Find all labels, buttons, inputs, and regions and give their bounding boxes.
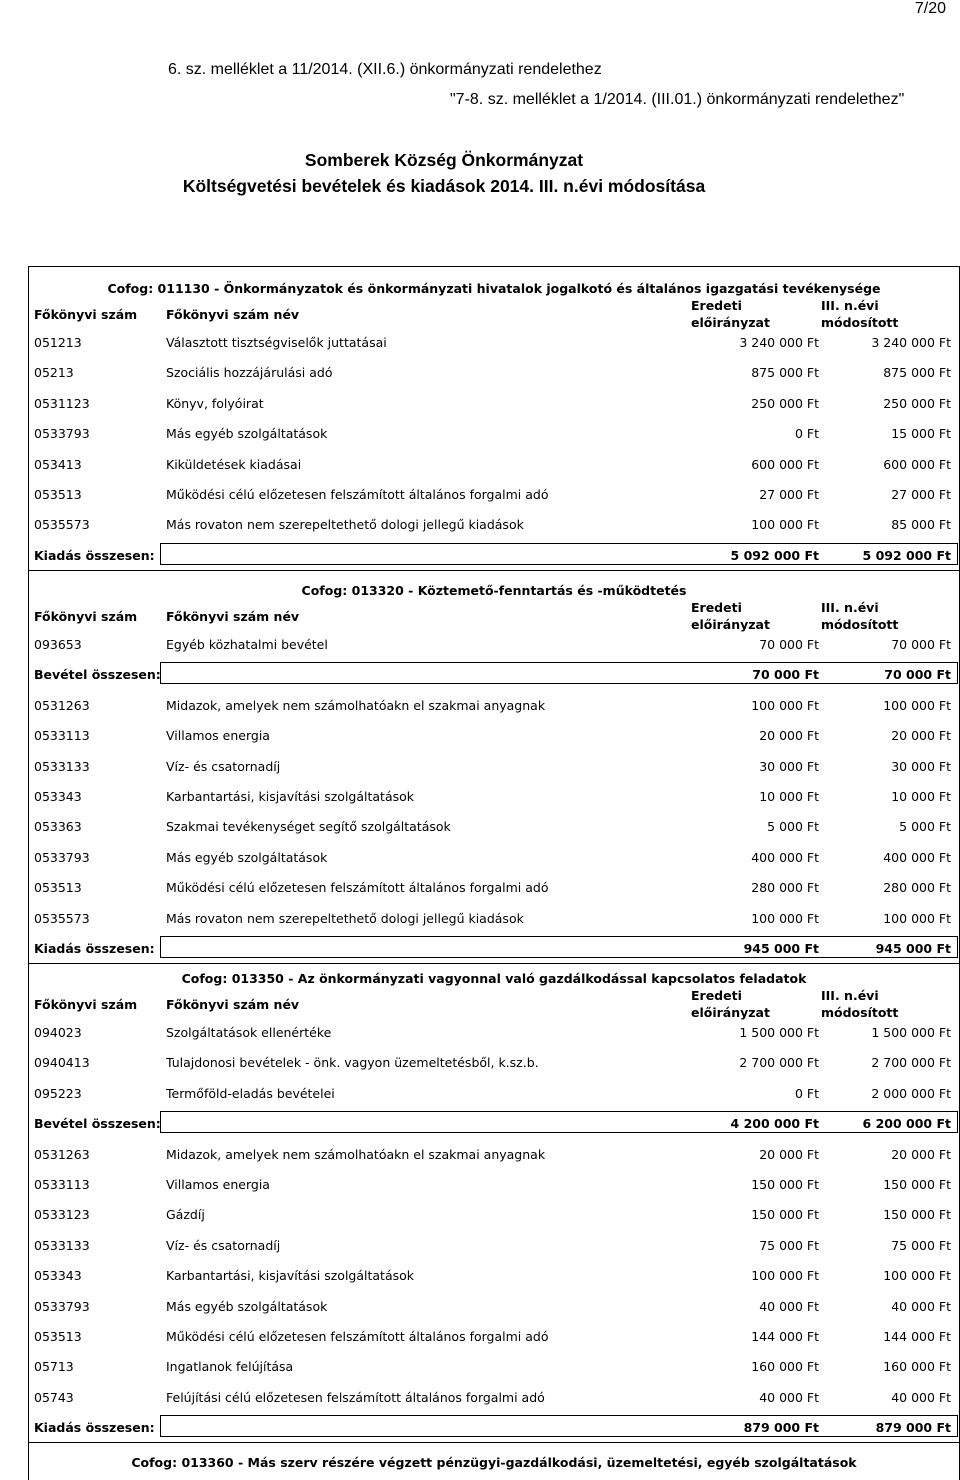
table-row	[29, 457, 959, 477]
original-appropriation: 75 000 Ft	[759, 1237, 819, 1253]
original-appropriation: 100 000 Ft	[751, 517, 819, 533]
account-code: 0533113	[34, 728, 90, 744]
original-appropriation: 150 000 Ft	[751, 1207, 819, 1223]
total-label: Bevétel összesen:	[34, 1116, 161, 1132]
total-row-box	[160, 662, 958, 684]
modified-appropriation: 100 000 Ft	[883, 697, 951, 713]
account-name: Villamos energia	[166, 1177, 270, 1192]
modified-appropriation: 250 000 Ft	[883, 395, 951, 411]
account-name: Szociális hozzájárulási adó	[166, 365, 333, 381]
account-code: 0533793	[34, 426, 90, 442]
total-row	[29, 548, 959, 568]
account-name: Működési célú előzetesen felszámított általános forgalmi adó	[166, 880, 549, 896]
table-row	[29, 1299, 959, 1319]
section-divider	[29, 570, 959, 571]
total-row	[29, 941, 959, 961]
cofog-title: Cofog: 013360 - Más szerv részére végzett pénzügyi-gazdálkodási, üzemeltetési, egyéb szolgáltatások	[131, 1455, 857, 1470]
table-row	[29, 759, 959, 779]
modified-appropriation: 945 000 Ft	[875, 941, 951, 956]
account-name: Midazok, amelyek nem számolhatóakn el szakmai anyagnak	[166, 1146, 546, 1162]
column-header-row	[29, 987, 959, 1021]
total-label: Kiadás összesen:	[34, 547, 155, 563]
modified-appropriation: 879 000 Ft	[875, 1420, 951, 1436]
account-name: Könyv, folyóirat	[166, 395, 264, 411]
modified-appropriation: 5 000 Ft	[899, 819, 951, 835]
original-appropriation: 150 000 Ft	[751, 1177, 819, 1192]
original-appropriation: 20 000 Ft	[759, 728, 819, 744]
modified-appropriation: 100 000 Ft	[883, 1268, 951, 1284]
modified-appropriation: 2 700 000 Ft	[871, 1055, 951, 1071]
account-name: Más egyéb szolgáltatások	[166, 426, 328, 442]
column-header-original-top: Eredeti	[691, 298, 742, 313]
account-code: 053513	[34, 880, 82, 896]
table-row	[29, 850, 959, 870]
modified-appropriation: 40 000 Ft	[891, 1389, 951, 1405]
account-code: 0533113	[34, 1177, 90, 1192]
column-header-name: Főkönyvi szám név	[166, 307, 300, 322]
account-name: Gázdíj	[166, 1207, 205, 1223]
account-code: 05213	[34, 365, 74, 381]
column-header-original-bottom: előirányzat	[691, 315, 770, 330]
modified-appropriation: 6 200 000 Ft	[862, 1116, 951, 1132]
account-code: 05743	[34, 1389, 74, 1405]
original-appropriation: 5 000 Ft	[767, 819, 819, 835]
modified-appropriation: 280 000 Ft	[883, 880, 951, 896]
original-appropriation: 2 700 000 Ft	[739, 1055, 819, 1071]
account-name: Egyéb közhatalmi bevétel	[166, 637, 328, 652]
account-name: Szakmai tevékenységet segítő szolgáltatások	[166, 819, 451, 835]
column-header-name: Főkönyvi szám név	[166, 997, 300, 1012]
account-name: Ingatlanok felújítása	[166, 1359, 294, 1375]
section-divider	[29, 963, 959, 964]
table-row	[29, 1329, 959, 1349]
original-appropriation: 600 000 Ft	[751, 456, 819, 472]
account-name: Víz- és csatornadíj	[166, 758, 281, 774]
account-name: Karbantartási, kisjavítási szolgáltatások	[166, 1268, 415, 1284]
original-appropriation: 4 200 000 Ft	[730, 1116, 819, 1132]
modified-appropriation: 70 000 Ft	[891, 637, 951, 652]
account-code: 0531123	[34, 395, 90, 411]
account-code: 095223	[34, 1085, 82, 1101]
account-code: 093653	[34, 637, 82, 652]
column-header-code: Főkönyvi szám	[34, 307, 138, 322]
original-appropriation: 3 240 000 Ft	[739, 335, 819, 350]
column-header-modified-bottom: módosított	[821, 617, 899, 632]
modified-appropriation: 1 500 000 Ft	[871, 1025, 951, 1040]
column-header-original-bottom: előirányzat	[691, 1005, 770, 1020]
table-row	[29, 1055, 959, 1075]
column-header-code: Főkönyvi szám	[34, 997, 138, 1012]
account-name: Más egyéb szolgáltatások	[166, 849, 328, 865]
modified-appropriation: 3 240 000 Ft	[871, 335, 951, 350]
column-header-modified	[821, 297, 898, 331]
account-code: 0533133	[34, 758, 90, 774]
account-name: Működési célú előzetesen felszámított általános forgalmi adó	[166, 1329, 549, 1344]
document-title: Somberek Község Önkormányzat	[304, 150, 584, 170]
table-row	[29, 335, 959, 355]
original-appropriation: 40 000 Ft	[759, 1389, 819, 1405]
modified-appropriation: 100 000 Ft	[883, 910, 951, 926]
original-appropriation: 879 000 Ft	[743, 1420, 819, 1436]
modified-appropriation: 5 092 000 Ft	[862, 547, 951, 563]
account-name: Víz- és csatornadíj	[166, 1237, 281, 1253]
column-header-modified	[821, 987, 898, 1021]
original-appropriation: 100 000 Ft	[751, 910, 819, 926]
column-header-row	[29, 599, 959, 633]
table-row	[29, 396, 959, 416]
table-row	[29, 698, 959, 718]
account-code: 0940413	[34, 1055, 90, 1071]
account-code: 0533123	[34, 1207, 90, 1223]
modified-appropriation: 85 000 Ft	[891, 517, 951, 533]
account-code: 094023	[34, 1025, 82, 1040]
modified-appropriation: 400 000 Ft	[883, 849, 951, 865]
account-code: 053363	[34, 819, 82, 835]
table-row	[29, 1359, 959, 1379]
account-code: 053513	[34, 487, 82, 502]
modified-appropriation: 150 000 Ft	[883, 1207, 951, 1223]
cofog-title: Cofog: 011130 - Önkormányzatok és önkormányzati hivatalok jogalkotó és általános igazgatási tevékenysége	[107, 281, 881, 296]
account-code: 0535573	[34, 910, 90, 926]
original-appropriation: 27 000 Ft	[759, 487, 819, 502]
original-appropriation: 250 000 Ft	[751, 395, 819, 411]
modified-appropriation: 10 000 Ft	[891, 789, 951, 804]
modified-appropriation: 15 000 Ft	[891, 426, 951, 442]
account-name: Termőföld-eladás bevételei	[166, 1085, 335, 1101]
column-header-original-top: Eredeti	[691, 600, 742, 615]
table-row	[29, 1025, 959, 1045]
account-name: Más rovaton nem szerepeltethető dologi jellegű kiadások	[166, 910, 524, 926]
table-row	[29, 911, 959, 931]
table-row	[29, 1177, 959, 1197]
total-row	[29, 1420, 959, 1440]
table-row	[29, 517, 959, 537]
original-appropriation: 0 Ft	[794, 1085, 819, 1101]
column-header-code: Főkönyvi szám	[34, 609, 138, 624]
column-header-modified-bottom: módosított	[821, 315, 899, 330]
original-appropriation: 10 000 Ft	[759, 789, 819, 804]
account-code: 0533793	[34, 849, 90, 865]
original-appropriation: 945 000 Ft	[743, 941, 819, 956]
account-code: 0531263	[34, 697, 90, 713]
original-appropriation: 5 092 000 Ft	[730, 547, 819, 563]
account-name: Midazok, amelyek nem számolhatóakn el szakmai anyagnak	[166, 697, 546, 713]
total-row	[29, 1116, 959, 1136]
account-code: 053343	[34, 789, 82, 804]
modified-appropriation: 70 000 Ft	[884, 667, 951, 683]
table-row	[29, 1207, 959, 1227]
column-header-modified-top: III. n.évi	[821, 988, 879, 1003]
original-appropriation: 100 000 Ft	[751, 697, 819, 713]
account-code: 0533133	[34, 1237, 90, 1253]
account-name: Más rovaton nem szerepeltethető dologi jellegű kiadások	[166, 517, 524, 533]
modified-appropriation: 27 000 Ft	[891, 487, 951, 502]
column-header-original	[691, 987, 770, 1021]
section-divider	[29, 1442, 959, 1443]
table-row	[29, 819, 959, 839]
column-header-name: Főkönyvi szám név	[166, 609, 300, 624]
original-appropriation: 20 000 Ft	[759, 1146, 819, 1162]
table-row	[29, 728, 959, 748]
total-row-box	[160, 543, 958, 565]
original-appropriation: 400 000 Ft	[751, 849, 819, 865]
modified-appropriation: 75 000 Ft	[891, 1237, 951, 1253]
account-code: 053513	[34, 1329, 82, 1344]
column-header-modified-top: III. n.évi	[821, 600, 879, 615]
original-appropriation: 144 000 Ft	[751, 1329, 819, 1344]
original-appropriation: 70 000 Ft	[759, 637, 819, 652]
account-code: 0533793	[34, 1298, 90, 1314]
account-name: Kiküldetések kiadásai	[166, 456, 302, 472]
account-code: 053413	[34, 456, 82, 472]
column-header-original-top: Eredeti	[691, 988, 742, 1003]
account-code: 0531263	[34, 1146, 90, 1162]
table-row	[29, 487, 959, 507]
table-row	[29, 880, 959, 900]
original-appropriation: 280 000 Ft	[751, 880, 819, 896]
total-row-box	[160, 936, 958, 958]
modified-appropriation: 20 000 Ft	[891, 1146, 951, 1162]
account-code: 05713	[34, 1359, 74, 1375]
account-name: Felújítási célú előzetesen felszámított általános forgalmi adó	[166, 1389, 545, 1405]
original-appropriation: 1 500 000 Ft	[739, 1025, 819, 1040]
table-row	[29, 1147, 959, 1167]
account-code: 0535573	[34, 517, 90, 533]
original-appropriation: 100 000 Ft	[751, 1268, 819, 1284]
original-appropriation: 30 000 Ft	[759, 758, 819, 774]
original-appropriation: 0 Ft	[794, 426, 819, 442]
modified-appropriation: 2 000 000 Ft	[871, 1085, 951, 1101]
total-label: Kiadás összesen:	[34, 941, 155, 956]
page-number: 7/20	[914, 0, 946, 17]
account-name: Szolgáltatások ellenértéke	[166, 1025, 332, 1040]
total-row-box	[160, 1415, 958, 1437]
cofog-title: Cofog: 013350 - Az önkormányzati vagyonnal való gazdálkodással kapcsolatos feladatok	[181, 971, 807, 986]
cofog-title: Cofog: 013320 - Köztemető-fenntartás és -működtetés	[301, 583, 687, 598]
column-header-modified-bottom: módosított	[821, 1005, 899, 1020]
modified-appropriation: 20 000 Ft	[891, 728, 951, 744]
table-row	[29, 1268, 959, 1288]
table-row	[29, 1238, 959, 1258]
account-code: 051213	[34, 335, 82, 350]
original-appropriation: 40 000 Ft	[759, 1298, 819, 1314]
account-name: Tulajdonosi bevételek - önk. vagyon üzemeltetésből, k.sz.b.	[166, 1055, 539, 1071]
total-row-box	[160, 1111, 958, 1133]
column-header-original-bottom: előirányzat	[691, 617, 770, 632]
modified-appropriation: 160 000 Ft	[883, 1359, 951, 1375]
table-row	[29, 1086, 959, 1106]
account-code: 053343	[34, 1268, 82, 1284]
total-label: Kiadás összesen:	[34, 1420, 155, 1436]
table-row	[29, 789, 959, 809]
original-appropriation: 875 000 Ft	[751, 365, 819, 381]
total-row	[29, 667, 959, 687]
modified-appropriation: 30 000 Ft	[891, 758, 951, 774]
document-subtitle: Költségvetési bevételek és kiadások 2014. III. n.évi módosítása	[182, 176, 706, 196]
total-label: Bevétel összesen:	[34, 667, 161, 683]
annex-header-line1: 6. sz. melléklet a 11/2014. (XII.6.) önkormányzati rendelethez	[168, 61, 602, 78]
account-name: Karbantartási, kisjavítási szolgáltatások	[166, 789, 415, 804]
budget-table	[28, 266, 960, 1480]
column-header-modified-top: III. n.évi	[821, 298, 879, 313]
annex-header-line2: "7-8. sz. melléklet a 1/2014. (III.01.) önkormányzati rendelethez"	[450, 91, 905, 108]
account-name: Működési célú előzetesen felszámított általános forgalmi adó	[166, 487, 549, 502]
column-header-original	[691, 599, 770, 633]
account-name: Választott tisztségviselők juttatásai	[166, 335, 387, 350]
account-name: Villamos energia	[166, 728, 270, 744]
original-appropriation: 160 000 Ft	[751, 1359, 819, 1375]
modified-appropriation: 875 000 Ft	[883, 365, 951, 381]
column-header-original	[691, 297, 770, 331]
account-name: Más egyéb szolgáltatások	[166, 1298, 328, 1314]
table-row	[29, 426, 959, 446]
column-header-modified	[821, 599, 898, 633]
column-header-row	[29, 297, 959, 331]
table-row	[29, 637, 959, 657]
modified-appropriation: 600 000 Ft	[883, 456, 951, 472]
modified-appropriation: 40 000 Ft	[891, 1298, 951, 1314]
table-row	[29, 1390, 959, 1410]
modified-appropriation: 144 000 Ft	[883, 1329, 951, 1344]
table-row	[29, 365, 959, 385]
modified-appropriation: 150 000 Ft	[883, 1177, 951, 1192]
original-appropriation: 70 000 Ft	[752, 667, 819, 683]
